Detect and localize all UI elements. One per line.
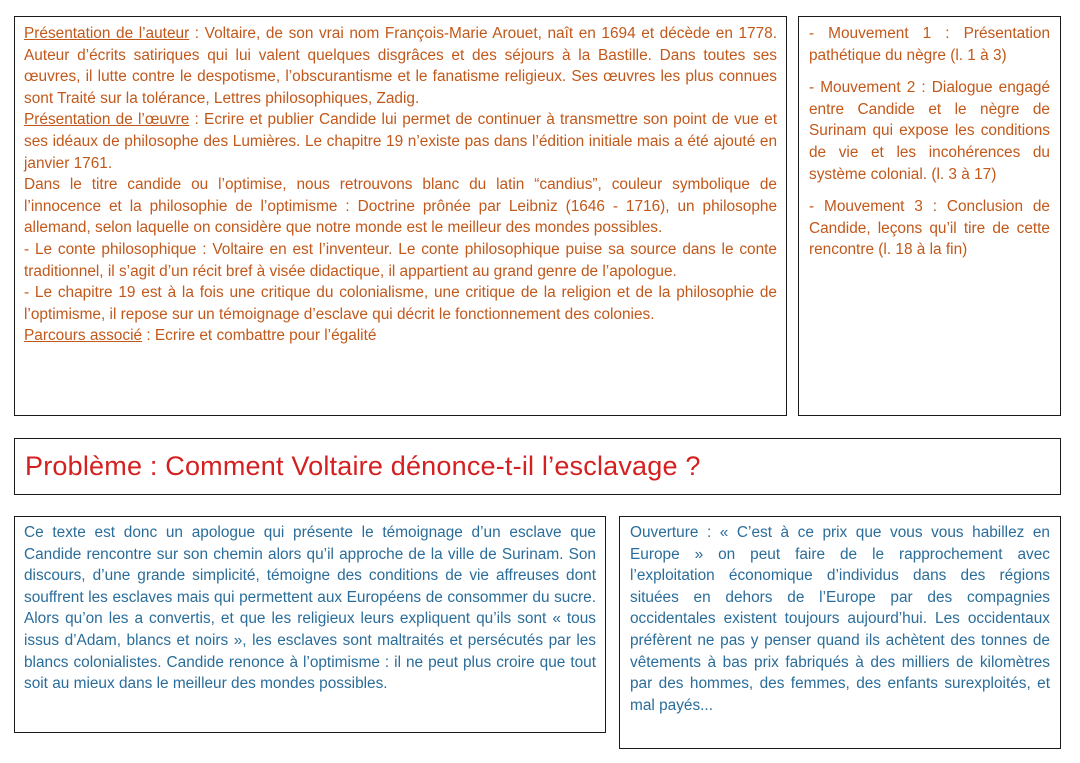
parcours-heading: Parcours associé <box>24 327 143 345</box>
movements-box <box>798 16 1061 416</box>
parcours-text: : Ecrire et combattre pour l’égalité <box>142 327 377 345</box>
conte-paragraph: - Le conte philosophique : Voltaire en est l’inventeur. Le conte philosophique puise sa source dans le conte traditionnel, il s’agit d’un récit bref à visée didactique, il appartient au grand genre de l’apologue. <box>24 240 777 280</box>
movement-3: - Mouvement 3 : Conclusion de Candide, leçons qu’il tire de cette rencontre (l. 18 à la fin) <box>809 198 1050 259</box>
opening-box <box>619 516 1061 749</box>
summary-text: Ce texte est donc un apologue qui présente le témoignage d’un esclave que Candide rencontre sur son chemin alors qu’il approche de la ville de Surinam. Son discours, d’une grande simplicité, témoigne des conditions de vie affreuses dont souffrent les esclaves mais qui permettent aux Européens de consommer du sucre. Alors qu’on les a convertis, et que les religieux leurs expliquent qu’ils sont « tous issus d’Adam, blancs et noirs », les esclaves sont maltraités et persécutés par les blancs colonialistes. Candide renonce à l’optimisme : il ne peut plus croire que tout soit au mieux dans le meilleur des mondes possibles. <box>24 524 596 693</box>
opening-text: Ouverture : « C’est à ce prix que vous vous habillez en Europe » on peut faire de le rapprochement avec l’exploitation économique d’individus dans des régions situées en dehors de l’Europe par des compagnies occidentales existent toujours aujourd’hui. Les occidentaux préfèrent ne pas y penser quand ils achètent des tonnes de vêtements à bas prix fabriqués à des milliers de kilomètres par des hommes, des femmes, des enfants surexploités, et mal payés... <box>630 524 1050 714</box>
problem-title: Problème : Comment Voltaire dénonce-t-il l’esclavage ? <box>25 451 701 481</box>
summary-box <box>14 516 606 733</box>
author-work-box <box>14 16 787 416</box>
problem-box <box>14 438 1061 495</box>
work-heading: Présentation de l’œuvre <box>24 111 190 129</box>
author-heading: Présentation de l’auteur <box>24 25 190 42</box>
chapter-paragraph: - Le chapitre 19 est à la fois une critique du colonialisme, une critique de la religion et de la philosophie de l’optimisme, il repose sur un témoignage d’esclave qui décrit le fonctionnement des colonies. <box>24 284 777 323</box>
movement-1: - Mouvement 1 : Présentation pathétique du nègre (l. 1 à 3) <box>809 25 1050 64</box>
title-paragraph: Dans le titre candide ou l’optimise, nous retrouvons blanc du latin “candius”, couleur symbolique de l’innocence et la philosophie de l’optimisme : Doctrine prônée par Leibniz (1646 - 1716), un philosophe allemand, selon laquelle on considère que notre monde est le meilleur des mondes possibles. <box>24 176 777 237</box>
author-paragraph <box>24 23 777 109</box>
movement-2: - Mouvement 2 : Dialogue engagé entre Candide et le nègre de Surinam qui expose les conditions de vie et les incohérences du système colonial. (l. 3 à 17) <box>809 79 1050 183</box>
work-text: : Ecrire et publier Candide lui permet de continuer à transmettre son point de vue et ses idéaux de philosophe des Lumières. Le chapitre 19 n’existe pas dans l’édition initiale mais a été ajouté en janvier 1761. <box>24 111 777 172</box>
parcours-paragraph <box>24 325 777 347</box>
author-text: : Voltaire, de son vrai nom François-Marie Arouet, naît en 1694 et décède en 1778. Auteur d’écrits satiriques qui lui valent quelques disgrâces et des séjours à la Bastille. Dans toutes ses œuvres, il lutte contre le despotisme, l’obscurantisme et le fanatisme religieux. Ses œuvres les plus connues sont Traité sur la tolérance, Lettres philosophiques, Zadig. <box>24 25 777 107</box>
work-paragraph <box>24 109 777 174</box>
